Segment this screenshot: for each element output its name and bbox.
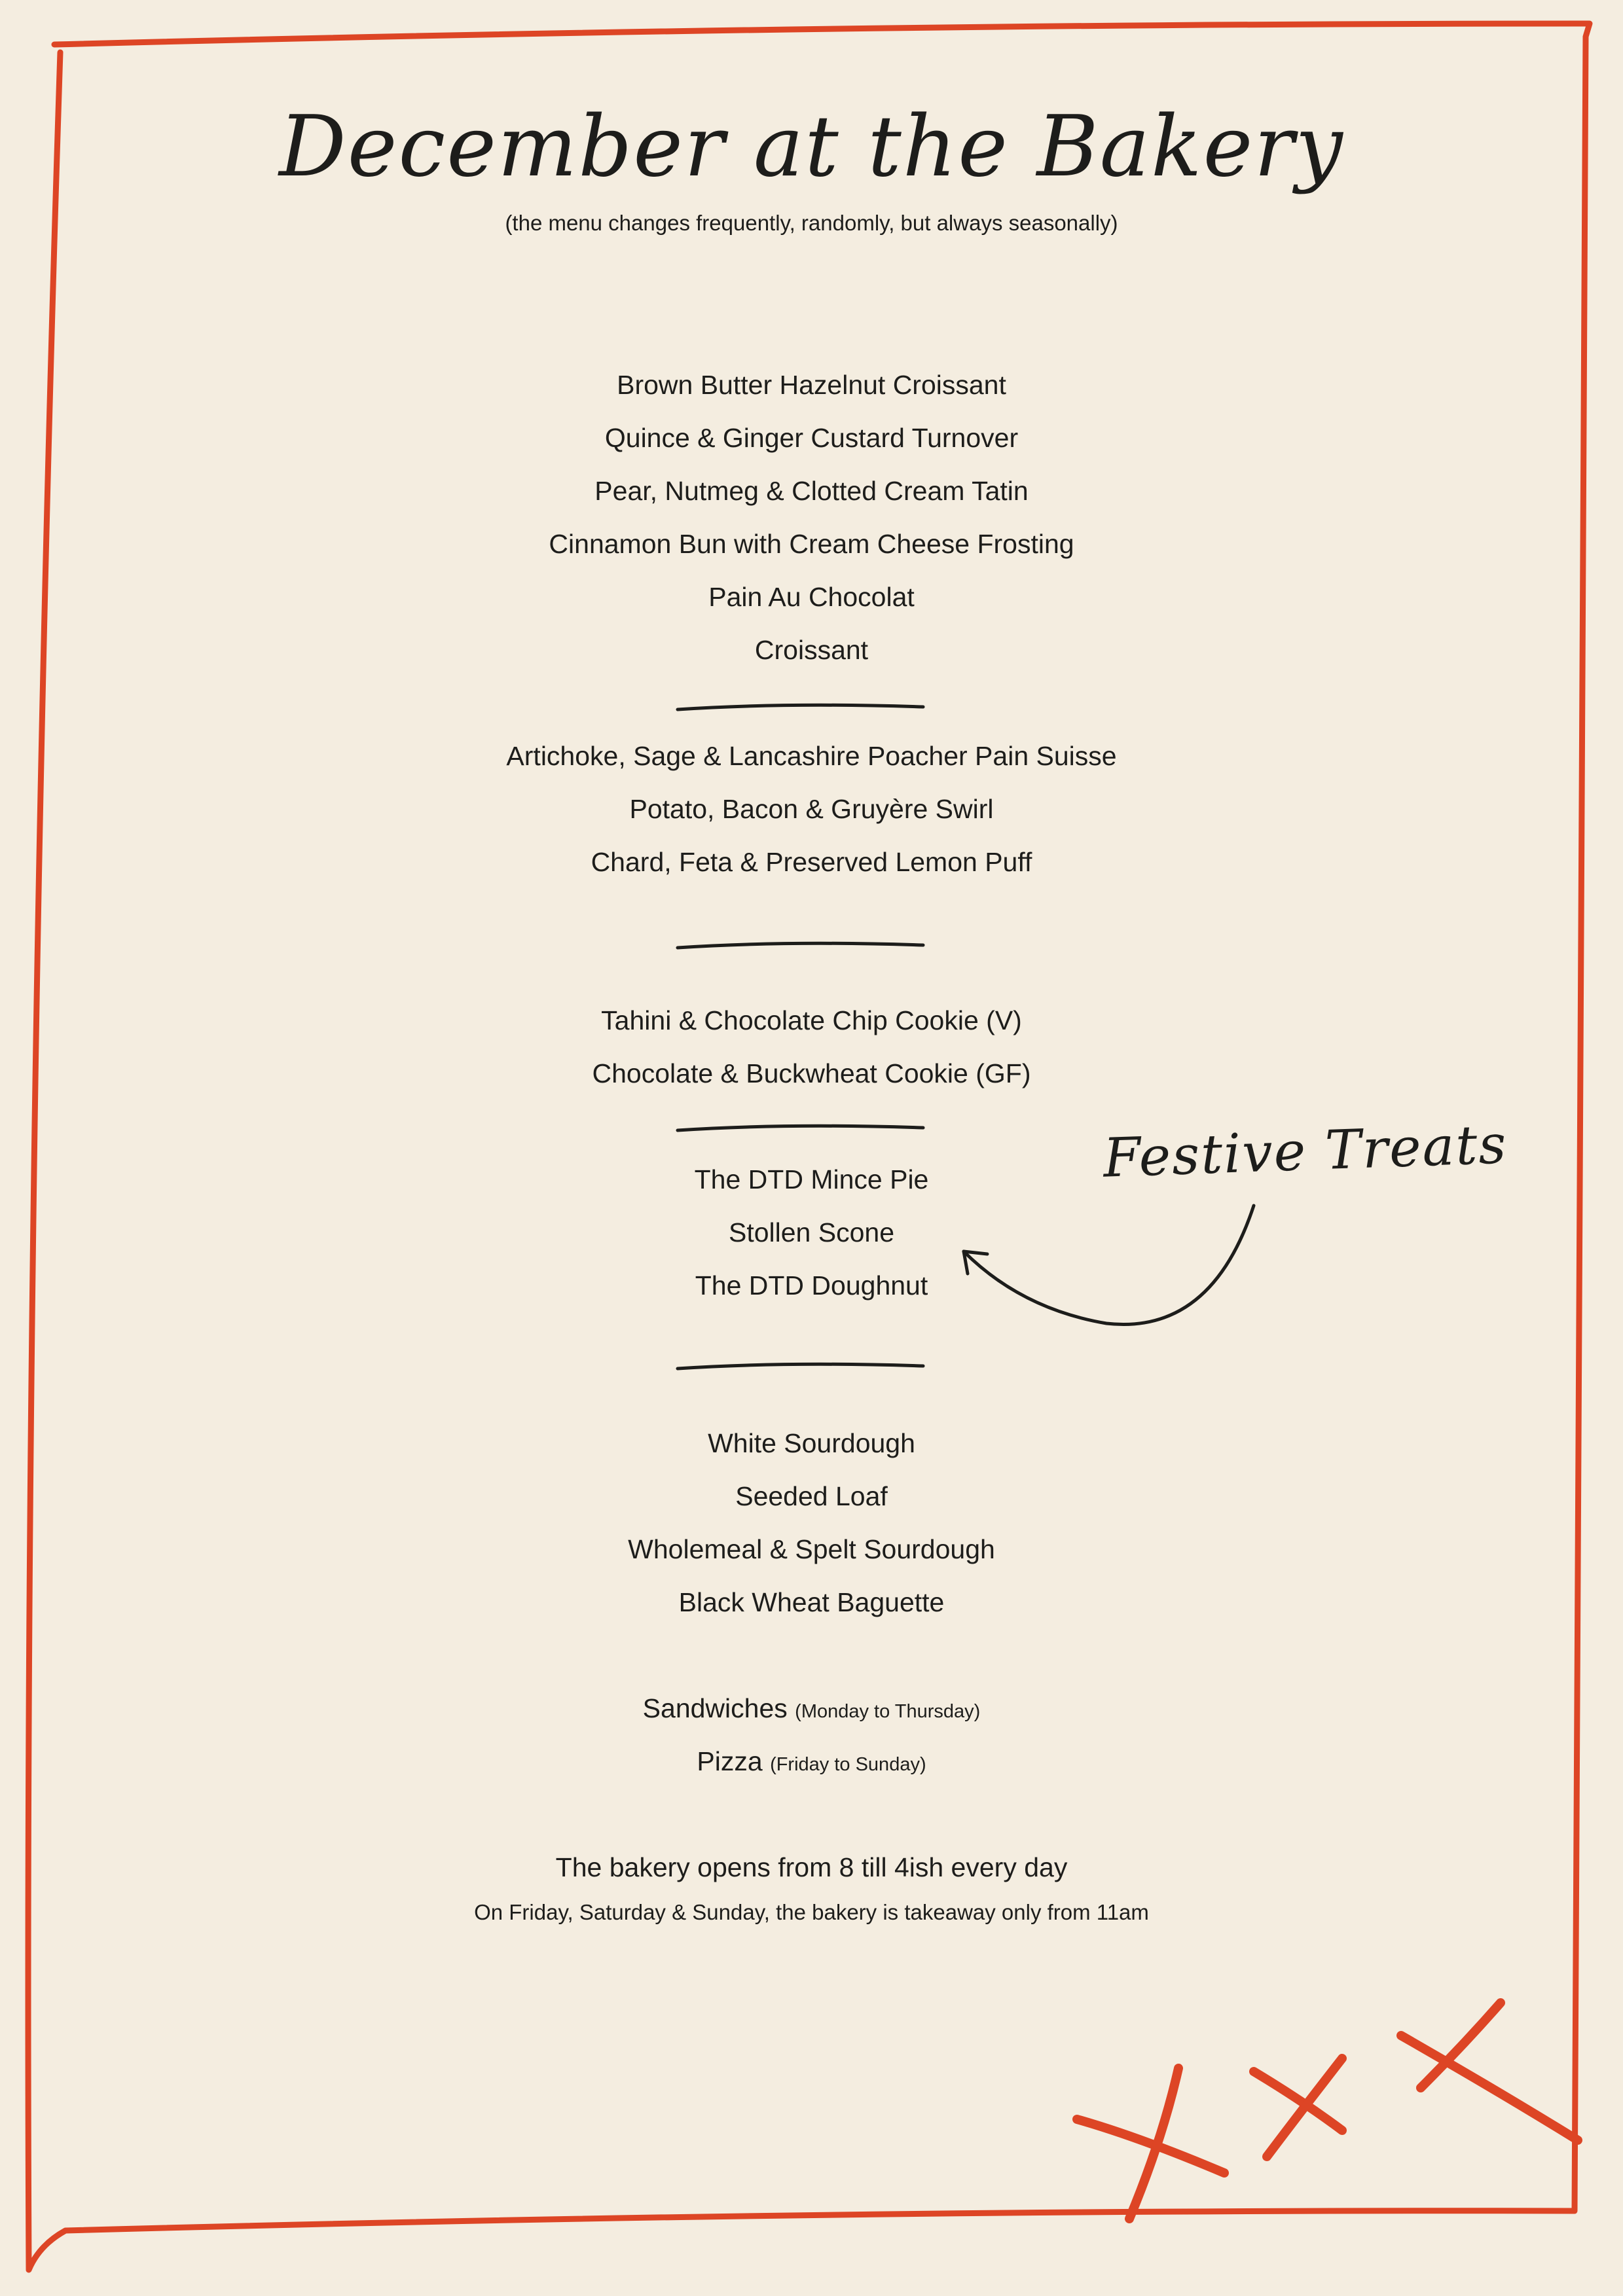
menu-item: Seeded Loaf (735, 1481, 888, 1511)
sandwiches-item (0, 1682, 1623, 1735)
page-subtitle: (the menu changes frequently, randomly, but always seasonally) (505, 211, 1118, 235)
kisses-xxx-decoration (1077, 2003, 1578, 2219)
menu-item: The DTD Mince Pie (694, 1164, 929, 1194)
menu-item: Pain Au Chocolat (708, 582, 915, 612)
menu-item: Artichoke, Sage & Lancashire Poacher Pain Suisse (506, 741, 1117, 771)
menu-item: Brown Butter Hazelnut Croissant (617, 370, 1006, 400)
cookies-section (0, 994, 1623, 1100)
pizza-item (0, 1735, 1623, 1788)
sandwiches-note: (Monday to Thursday) (795, 1701, 981, 1722)
menu-item: Potato, Bacon & Gruyère Swirl (629, 794, 994, 824)
pizza-label: Pizza (697, 1746, 763, 1776)
menu-item: Chard, Feta & Preserved Lemon Puff (591, 847, 1032, 877)
takeaway-note: On Friday, Saturday & Sunday, the bakery is takeaway only from 11am (474, 1900, 1149, 1924)
page-title: December at the Bakery (279, 98, 1344, 196)
menu-item: Cinnamon Bun with Cream Cheese Frosting (549, 529, 1074, 559)
menu-item: Stollen Scone (728, 1217, 894, 1247)
savoury-section (0, 730, 1623, 889)
festive-treats-label: Festive Treats (1102, 1113, 1508, 1190)
pastries-section (0, 359, 1623, 677)
divider-2 (678, 943, 923, 948)
breads-section (0, 1417, 1623, 1629)
menu-item: Black Wheat Baguette (678, 1587, 945, 1617)
opening-info (0, 1848, 1623, 1925)
menu-item: Wholemeal & Spelt Sourdough (628, 1534, 995, 1564)
divider-4 (678, 1364, 923, 1369)
divider-3 (678, 1126, 923, 1130)
menu-item: White Sourdough (708, 1428, 915, 1458)
lunch-section (0, 1682, 1623, 1788)
opening-hours: The bakery opens from 8 till 4ish every day (555, 1852, 1068, 1882)
divider-1 (678, 705, 923, 709)
menu-item: Croissant (754, 635, 869, 665)
sandwiches-label: Sandwiches (642, 1693, 788, 1723)
menu-item: Pear, Nutmeg & Clotted Cream Tatin (594, 476, 1029, 506)
pizza-note: (Friday to Sunday) (770, 1754, 926, 1775)
menu-item: Tahini & Chocolate Chip Cookie (V) (601, 1005, 1022, 1035)
menu-item: Chocolate & Buckwheat Cookie (GF) (592, 1058, 1031, 1088)
menu-item: Quince & Ginger Custard Turnover (604, 423, 1019, 453)
menu-item: The DTD Doughnut (695, 1270, 928, 1300)
